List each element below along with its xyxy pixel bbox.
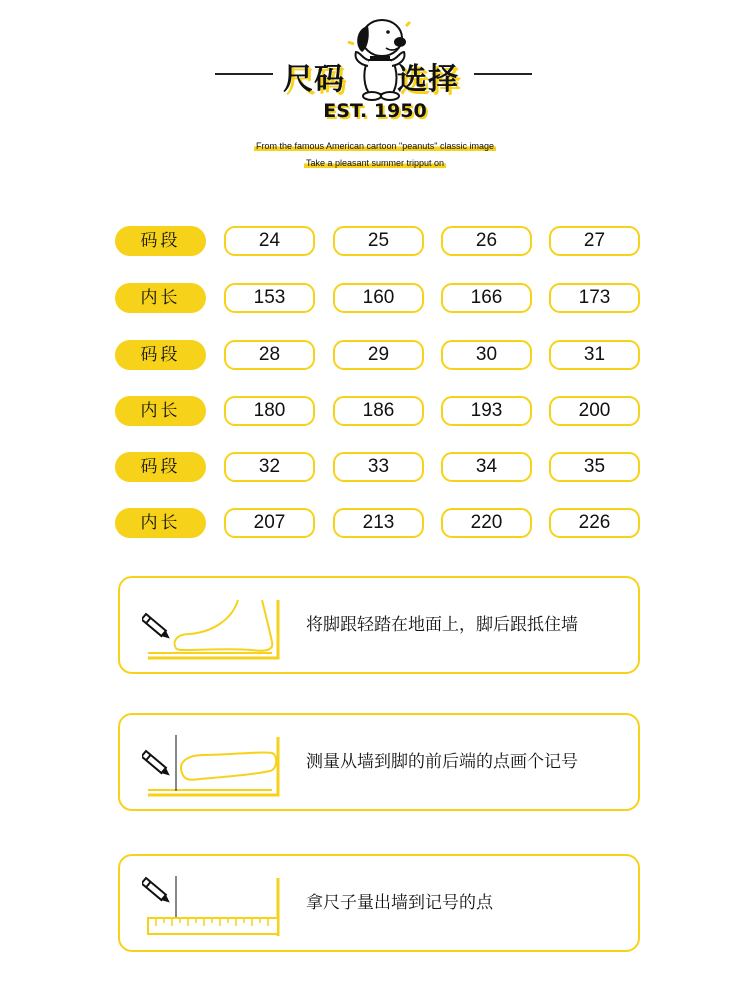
- length-cell: 200: [549, 396, 640, 426]
- size-cell: 27: [549, 226, 640, 256]
- length-row: [115, 283, 640, 313]
- row-label: 码段: [115, 340, 206, 370]
- measure-step-1: [118, 576, 640, 674]
- length-cell: 153: [224, 283, 315, 313]
- length-cell: 160: [333, 283, 424, 313]
- size-cell: 35: [549, 452, 640, 482]
- size-row: [115, 226, 640, 256]
- size-cell: 26: [441, 226, 532, 256]
- row-label: 内长: [115, 508, 206, 538]
- length-cell: 193: [441, 396, 532, 426]
- page-header: [0, 0, 750, 180]
- ruler-measure-pencil-icon: [142, 870, 282, 938]
- length-cell: 166: [441, 283, 532, 313]
- row-label: 码段: [115, 226, 206, 256]
- length-cell: 220: [441, 508, 532, 538]
- title-divider-right: [474, 73, 532, 75]
- length-cell: 213: [333, 508, 424, 538]
- length-row: [115, 508, 640, 538]
- length-cell: 173: [549, 283, 640, 313]
- est-badge: EST. 1950: [323, 100, 427, 122]
- size-cell: 25: [333, 226, 424, 256]
- subtitle-line-1: From the famous American cartoon "peanuts" classic image: [256, 141, 494, 151]
- foot-top-mark-pencil-icon: [142, 729, 282, 797]
- size-cell: 34: [441, 452, 532, 482]
- page-title-left: 尺码: [283, 62, 345, 97]
- measure-step-3: [118, 854, 640, 952]
- row-label: 内长: [115, 396, 206, 426]
- size-row: [115, 452, 640, 482]
- size-cell: 28: [224, 340, 315, 370]
- step-3-text: 拿尺子量出墙到记号的点: [306, 893, 493, 913]
- length-cell: 186: [333, 396, 424, 426]
- step-2-text: 测量从墙到脚的前后端的点画个记号: [306, 752, 578, 772]
- length-cell: 207: [224, 508, 315, 538]
- row-label: 内长: [115, 283, 206, 313]
- size-cell: 31: [549, 340, 640, 370]
- subtitle-line-2: Take a pleasant summer tripput on: [305, 158, 445, 168]
- length-row: [115, 396, 640, 426]
- size-cell: 24: [224, 226, 315, 256]
- size-cell: 33: [333, 452, 424, 482]
- row-label: 码段: [115, 452, 206, 482]
- size-row: [115, 340, 640, 370]
- page-title-right: 选择: [397, 62, 459, 97]
- length-cell: 226: [549, 508, 640, 538]
- measure-step-2: [118, 713, 640, 811]
- title-divider-left: [215, 73, 273, 75]
- size-cell: 30: [441, 340, 532, 370]
- foot-side-wall-pencil-icon: [142, 592, 282, 660]
- length-cell: 180: [224, 396, 315, 426]
- step-1-text: 将脚跟轻踏在地面上，脚后跟抵住墙: [306, 615, 578, 635]
- size-cell: 29: [333, 340, 424, 370]
- size-cell: 32: [224, 452, 315, 482]
